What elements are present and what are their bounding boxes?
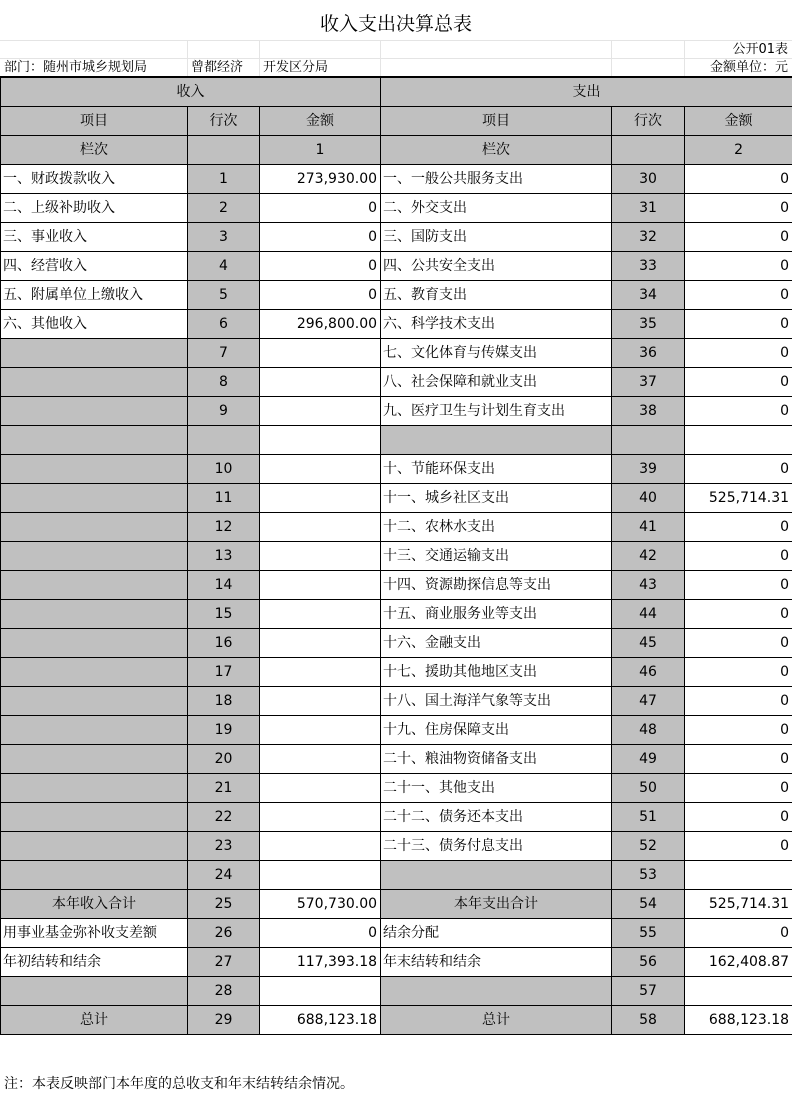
income-item-label (1, 397, 188, 426)
income-row-no: 19 (188, 716, 260, 745)
income-amount (260, 832, 381, 861)
expense-item-label (381, 426, 612, 455)
expense-amount: 0 (685, 165, 792, 194)
table-row (1, 223, 792, 252)
income-item-label: 四、经营收入 (1, 252, 188, 281)
expense-amount: 0 (685, 513, 792, 542)
income-row-no: 29 (188, 1006, 260, 1035)
expense-amount: 0 (685, 919, 792, 948)
expense-row-no: 33 (612, 252, 685, 281)
expense-amount: 0 (685, 310, 792, 339)
expense-row-no: 52 (612, 832, 685, 861)
expense-item-label: 总计 (381, 1006, 612, 1035)
income-row-no-header: 行次 (188, 107, 260, 136)
expense-row-no: 47 (612, 687, 685, 716)
income-section-header: 收入 (1, 77, 381, 107)
expense-item-label: 十五、商业服务业等支出 (381, 600, 612, 629)
footnote: 注：本表反映部门本年度的总收支和年末结转结余情况。 (4, 1076, 354, 1092)
income-amount (260, 716, 381, 745)
income-item-label (1, 339, 188, 368)
income-column-number: 1 (260, 136, 381, 165)
expense-item-label (381, 861, 612, 890)
income-row-no: 13 (188, 542, 260, 571)
expense-row-no: 56 (612, 948, 685, 977)
expense-item-label: 二十、粮油物资储备支出 (381, 745, 612, 774)
income-row-no: 26 (188, 919, 260, 948)
income-amount (260, 803, 381, 832)
income-item-label (1, 803, 188, 832)
grid-line (380, 40, 381, 76)
income-amount (260, 774, 381, 803)
table-row (1, 571, 792, 600)
income-item-label (1, 832, 188, 861)
income-item-label (1, 774, 188, 803)
expense-row-no: 54 (612, 890, 685, 919)
table-row (1, 658, 792, 687)
table-row (1, 542, 792, 571)
income-row-no: 27 (188, 948, 260, 977)
expense-item-label: 十一、城乡社区支出 (381, 484, 612, 513)
page-title: 收入支出决算总表 (319, 13, 472, 35)
income-row-no: 18 (188, 687, 260, 716)
expense-item-label: 十四、资源勘探信息等支出 (381, 571, 612, 600)
income-item-label (1, 513, 188, 542)
empty-cell (612, 136, 685, 165)
income-row-no: 9 (188, 397, 260, 426)
expense-item-label: 二、外交支出 (381, 194, 612, 223)
income-item-label (1, 629, 188, 658)
income-row-no: 1 (188, 165, 260, 194)
income-amount (260, 861, 381, 890)
income-item-label (1, 745, 188, 774)
table-row (1, 629, 792, 658)
income-row-no: 16 (188, 629, 260, 658)
expense-amount (685, 861, 792, 890)
expense-amount: 0 (685, 455, 792, 484)
expense-amount: 0 (685, 745, 792, 774)
expense-row-no: 32 (612, 223, 685, 252)
grid-line (259, 40, 260, 76)
expense-row-no (612, 426, 685, 455)
income-amount-header: 金额 (260, 107, 381, 136)
income-item-label: 本年收入合计 (1, 890, 188, 919)
summary-row (1, 919, 792, 948)
expense-item-label: 七、文化体育与传媒支出 (381, 339, 612, 368)
expense-item-label: 十、节能环保支出 (381, 455, 612, 484)
income-amount (260, 745, 381, 774)
expense-amount: 0 (685, 774, 792, 803)
income-row-no: 20 (188, 745, 260, 774)
income-item-label: 六、其他收入 (1, 310, 188, 339)
expense-item-label: 八、社会保障和就业支出 (381, 368, 612, 397)
expense-amount: 688,123.18 (685, 1006, 792, 1035)
expense-amount: 0 (685, 542, 792, 571)
table-row (1, 252, 792, 281)
income-row-no: 8 (188, 368, 260, 397)
income-item-label (1, 455, 188, 484)
expense-row-no: 51 (612, 803, 685, 832)
income-amount: 0 (260, 194, 381, 223)
expense-amount: 0 (685, 832, 792, 861)
expense-item-label: 十六、金融支出 (381, 629, 612, 658)
expense-row-no: 35 (612, 310, 685, 339)
expense-amount: 0 (685, 223, 792, 252)
income-item-label (1, 542, 188, 571)
income-row-no: 17 (188, 658, 260, 687)
grid-line (187, 40, 188, 76)
income-amount (260, 368, 381, 397)
income-row-no: 12 (188, 513, 260, 542)
grid-line (0, 58, 792, 59)
income-amount (260, 455, 381, 484)
table-row (1, 194, 792, 223)
department-label: 部门：随州市城乡规划局 (4, 60, 148, 75)
income-item-label (1, 861, 188, 890)
expense-amount: 0 (685, 194, 792, 223)
income-amount (260, 571, 381, 600)
income-row-no: 6 (188, 310, 260, 339)
expense-item-label: 六、科学技术支出 (381, 310, 612, 339)
income-item-label (1, 571, 188, 600)
expense-row-no: 36 (612, 339, 685, 368)
expense-row-no: 48 (612, 716, 685, 745)
summary-row (1, 1006, 792, 1035)
expense-row-no: 30 (612, 165, 685, 194)
expense-row-no: 37 (612, 368, 685, 397)
expense-item-label: 结余分配 (381, 919, 612, 948)
income-item-label: 三、事业收入 (1, 223, 188, 252)
income-item-label: 一、财政拨款收入 (1, 165, 188, 194)
income-column-no-label: 栏次 (1, 136, 188, 165)
expense-row-no: 45 (612, 629, 685, 658)
section-header-row (1, 77, 792, 107)
income-amount (260, 977, 381, 1006)
subunit-label-2: 开发区分局 (263, 60, 329, 75)
income-item-label: 用事业基金弥补收支差额 (1, 919, 188, 948)
income-row-no: 4 (188, 252, 260, 281)
expense-item-label: 十九、住房保障支出 (381, 716, 612, 745)
income-row-no: 25 (188, 890, 260, 919)
form-code: 公开01表 (732, 42, 788, 57)
subunit-label-1: 曾都经济 (191, 60, 244, 75)
expense-amount (685, 977, 792, 1006)
income-row-no: 11 (188, 484, 260, 513)
table-row (1, 803, 792, 832)
column-number-row (1, 136, 792, 165)
income-item-label: 年初结转和结余 (1, 948, 188, 977)
expense-item-label: 五、教育支出 (381, 281, 612, 310)
income-row-no: 3 (188, 223, 260, 252)
income-amount: 117,393.18 (260, 948, 381, 977)
expense-item-label: 年末结转和结余 (381, 948, 612, 977)
expense-row-no: 34 (612, 281, 685, 310)
column-header-row (1, 107, 792, 136)
table-row (1, 339, 792, 368)
table-row (1, 861, 792, 890)
summary-row (1, 890, 792, 919)
income-item-label (1, 687, 188, 716)
expense-item-label: 十三、交通运输支出 (381, 542, 612, 571)
income-amount: 273,930.00 (260, 165, 381, 194)
income-item-header: 项目 (1, 107, 188, 136)
income-amount: 570,730.00 (260, 890, 381, 919)
expense-item-label: 四、公共安全支出 (381, 252, 612, 281)
income-item-label: 五、附属单位上缴收入 (1, 281, 188, 310)
expense-row-no: 58 (612, 1006, 685, 1035)
income-item-label (1, 484, 188, 513)
expense-item-label: 三、国防支出 (381, 223, 612, 252)
table-row (1, 484, 792, 513)
income-row-no: 28 (188, 977, 260, 1006)
income-row-no: 2 (188, 194, 260, 223)
income-amount (260, 426, 381, 455)
expense-row-no: 55 (612, 919, 685, 948)
income-row-no: 5 (188, 281, 260, 310)
expense-amount (685, 426, 792, 455)
expense-row-no: 41 (612, 513, 685, 542)
expense-item-label: 一、一般公共服务支出 (381, 165, 612, 194)
expense-amount: 525,714.31 (685, 484, 792, 513)
expense-amount: 0 (685, 252, 792, 281)
income-row-no: 7 (188, 339, 260, 368)
expense-item-header: 项目 (381, 107, 612, 136)
table-row (1, 281, 792, 310)
income-amount: 688,123.18 (260, 1006, 381, 1035)
income-amount (260, 397, 381, 426)
expense-item-label: 九、医疗卫生与计划生育支出 (381, 397, 612, 426)
expense-amount: 162,408.87 (685, 948, 792, 977)
income-amount (260, 339, 381, 368)
expense-item-label: 十八、国土海洋气象等支出 (381, 687, 612, 716)
expense-amount: 0 (685, 368, 792, 397)
table-row (1, 513, 792, 542)
expense-item-label: 十二、农林水支出 (381, 513, 612, 542)
grid-line (684, 40, 685, 76)
table-row (1, 687, 792, 716)
expense-amount: 0 (685, 658, 792, 687)
table-row (1, 774, 792, 803)
expense-row-no: 38 (612, 397, 685, 426)
expense-row-no-header: 行次 (612, 107, 685, 136)
table-row (1, 165, 792, 194)
grid-line (611, 40, 612, 76)
summary-row (1, 948, 792, 977)
expense-row-no: 39 (612, 455, 685, 484)
income-expense-table (0, 76, 792, 1035)
income-item-label (1, 716, 188, 745)
expense-row-no: 31 (612, 194, 685, 223)
expense-amount: 0 (685, 397, 792, 426)
income-item-label: 二、上级补助收入 (1, 194, 188, 223)
expense-column-no-label: 栏次 (381, 136, 612, 165)
income-item-label (1, 600, 188, 629)
income-amount: 0 (260, 223, 381, 252)
expense-amount: 0 (685, 281, 792, 310)
expense-amount-header: 金额 (685, 107, 792, 136)
table-row (1, 716, 792, 745)
income-amount: 0 (260, 919, 381, 948)
expense-item-label: 十七、援助其他地区支出 (381, 658, 612, 687)
income-item-label (1, 368, 188, 397)
income-amount (260, 687, 381, 716)
income-row-no: 24 (188, 861, 260, 890)
income-amount: 296,800.00 (260, 310, 381, 339)
income-row-no: 15 (188, 600, 260, 629)
expense-row-no: 50 (612, 774, 685, 803)
income-amount (260, 542, 381, 571)
table-row (1, 832, 792, 861)
expense-amount: 0 (685, 803, 792, 832)
expense-item-label: 本年支出合计 (381, 890, 612, 919)
expense-row-no: 44 (612, 600, 685, 629)
income-row-no: 21 (188, 774, 260, 803)
expense-amount: 0 (685, 716, 792, 745)
table-row (1, 310, 792, 339)
grid-line (0, 40, 792, 41)
table-row (1, 745, 792, 774)
expense-amount: 0 (685, 629, 792, 658)
income-item-label (1, 977, 188, 1006)
expense-row-no: 46 (612, 658, 685, 687)
income-amount (260, 513, 381, 542)
expense-row-no: 42 (612, 542, 685, 571)
table-row (1, 426, 792, 455)
income-row-no: 22 (188, 803, 260, 832)
income-item-label: 总计 (1, 1006, 188, 1035)
expense-item-label (381, 977, 612, 1006)
expense-row-no: 43 (612, 571, 685, 600)
expense-column-number: 2 (685, 136, 792, 165)
expense-row-no: 49 (612, 745, 685, 774)
expense-amount: 0 (685, 687, 792, 716)
income-amount (260, 484, 381, 513)
income-amount (260, 629, 381, 658)
table-row (1, 455, 792, 484)
empty-cell (188, 136, 260, 165)
table-row (1, 600, 792, 629)
income-amount (260, 658, 381, 687)
income-row-no: 23 (188, 832, 260, 861)
expense-item-label: 二十二、债务还本支出 (381, 803, 612, 832)
table-row (1, 397, 792, 426)
income-item-label (1, 658, 188, 687)
income-amount (260, 600, 381, 629)
expense-item-label: 二十一、其他支出 (381, 774, 612, 803)
summary-row (1, 977, 792, 1006)
income-item-label (1, 426, 188, 455)
expense-item-label: 二十三、债务付息支出 (381, 832, 612, 861)
income-row-no (188, 426, 260, 455)
currency-unit: 金额单位：元 (709, 60, 788, 75)
expense-section-header: 支出 (381, 77, 792, 107)
expense-amount: 0 (685, 600, 792, 629)
income-amount: 0 (260, 281, 381, 310)
table-row (1, 368, 792, 397)
expense-amount: 525,714.31 (685, 890, 792, 919)
expense-amount: 0 (685, 339, 792, 368)
expense-row-no: 53 (612, 861, 685, 890)
income-row-no: 14 (188, 571, 260, 600)
income-row-no: 10 (188, 455, 260, 484)
income-amount: 0 (260, 252, 381, 281)
expense-row-no: 40 (612, 484, 685, 513)
expense-amount: 0 (685, 571, 792, 600)
expense-row-no: 57 (612, 977, 685, 1006)
